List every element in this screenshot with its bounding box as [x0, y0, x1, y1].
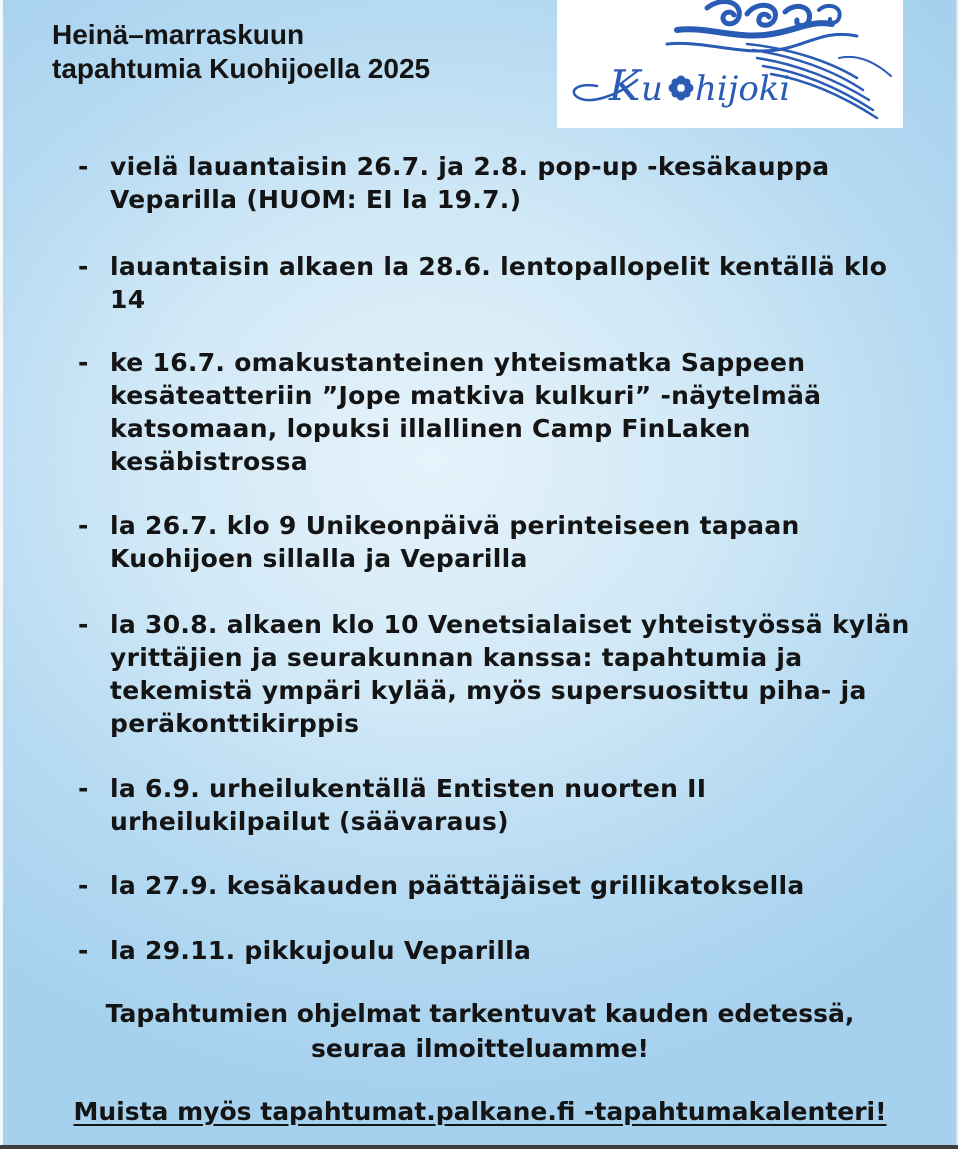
- event-text: [110, 509, 940, 575]
- event-text-line: la 30.8. alkaen klo 10 Venetsialaiset yhteistyössä kylän: [110, 610, 910, 639]
- svg-text:K: K: [609, 61, 642, 110]
- event-text-line: la 26.7. klo 9 Unikeonpäivä perinteiseen tapaan: [110, 511, 800, 540]
- event-text: [110, 250, 940, 316]
- poster-title: [52, 18, 430, 86]
- kuohijoki-logo: [557, 0, 903, 128]
- event-text-line: vielä lauantaisin 26.7. ja 2.8. pop-up -kesäkauppa: [110, 152, 830, 181]
- event-text-line: kesäteatteriin ”Jope matkiva kulkuri” -näytelmää: [110, 381, 822, 410]
- bullet-dash: -: [78, 871, 89, 900]
- event-text-line: la 6.9. urheilukentällä Entisten nuorten II: [110, 774, 707, 803]
- event-text-line: la 27.9. kesäkauden päättäjäiset grillikatoksella: [110, 871, 805, 900]
- flower-icon: [669, 76, 694, 101]
- event-text-line: urheilukilpailut (säävaraus): [110, 807, 509, 836]
- bullet-dash: -: [78, 348, 89, 377]
- event-text: [110, 934, 940, 967]
- bullet-dash: -: [78, 511, 89, 540]
- event-text: [110, 150, 940, 216]
- svg-text:hijoki: hijoki: [695, 69, 791, 109]
- bullet-dash: -: [78, 610, 89, 639]
- logo-graphic: [557, 0, 903, 128]
- title-line-1: Heinä–marraskuun: [52, 19, 305, 50]
- event-text: [110, 869, 940, 902]
- svg-text:u: u: [641, 69, 663, 109]
- event-text: [110, 608, 940, 740]
- bullet-dash: -: [78, 936, 89, 965]
- event-text-line: Kuohijoen sillalla ja Veparilla: [110, 544, 528, 573]
- event-text-line: Veparilla (HUOM: EI la 19.7.): [110, 185, 522, 214]
- calendar-reminder: Muista myös tapahtumat.palkane.fi -tapahtumakalenteri!: [73, 1097, 887, 1126]
- event-text-line: peräkonttikirppis: [110, 709, 360, 738]
- event-text-line: katsomaan, lopuksi illallinen Camp FinLaken: [110, 414, 751, 443]
- bullet-dash: -: [78, 252, 89, 281]
- event-text-line: lauantaisin alkaen la 28.6. lentopallopelit kentällä klo: [110, 252, 888, 281]
- note-line-1: Tapahtumien ohjelmat tarkentuvat kauden edetessä,: [105, 999, 855, 1028]
- bullet-dash: -: [78, 774, 89, 803]
- title-line-2: tapahtumia Kuohijoella 2025: [52, 53, 431, 84]
- event-text-line: la 29.11. pikkujoulu Veparilla: [110, 936, 532, 965]
- left-border: [0, 0, 3, 1149]
- event-text: [110, 346, 940, 478]
- event-text: [110, 772, 940, 838]
- schedule-note: [40, 996, 920, 1066]
- event-text-line: ke 16.7. omakustanteinen yhteismatka Sappeen: [110, 348, 806, 377]
- bottom-border: [0, 1145, 958, 1149]
- bullet-dash: -: [78, 152, 89, 181]
- event-text-line: yrittäjien ja seurakunnan kanssa: tapahtumia ja: [110, 643, 803, 672]
- note-line-2: seuraa ilmoitteluamme!: [311, 1034, 649, 1063]
- event-text-line: tekemistä ympäri kylää, myös supersuosittu piha- ja: [110, 676, 867, 705]
- event-text-line: kesäbistrossa: [110, 447, 308, 476]
- event-text-line: 14: [110, 285, 146, 314]
